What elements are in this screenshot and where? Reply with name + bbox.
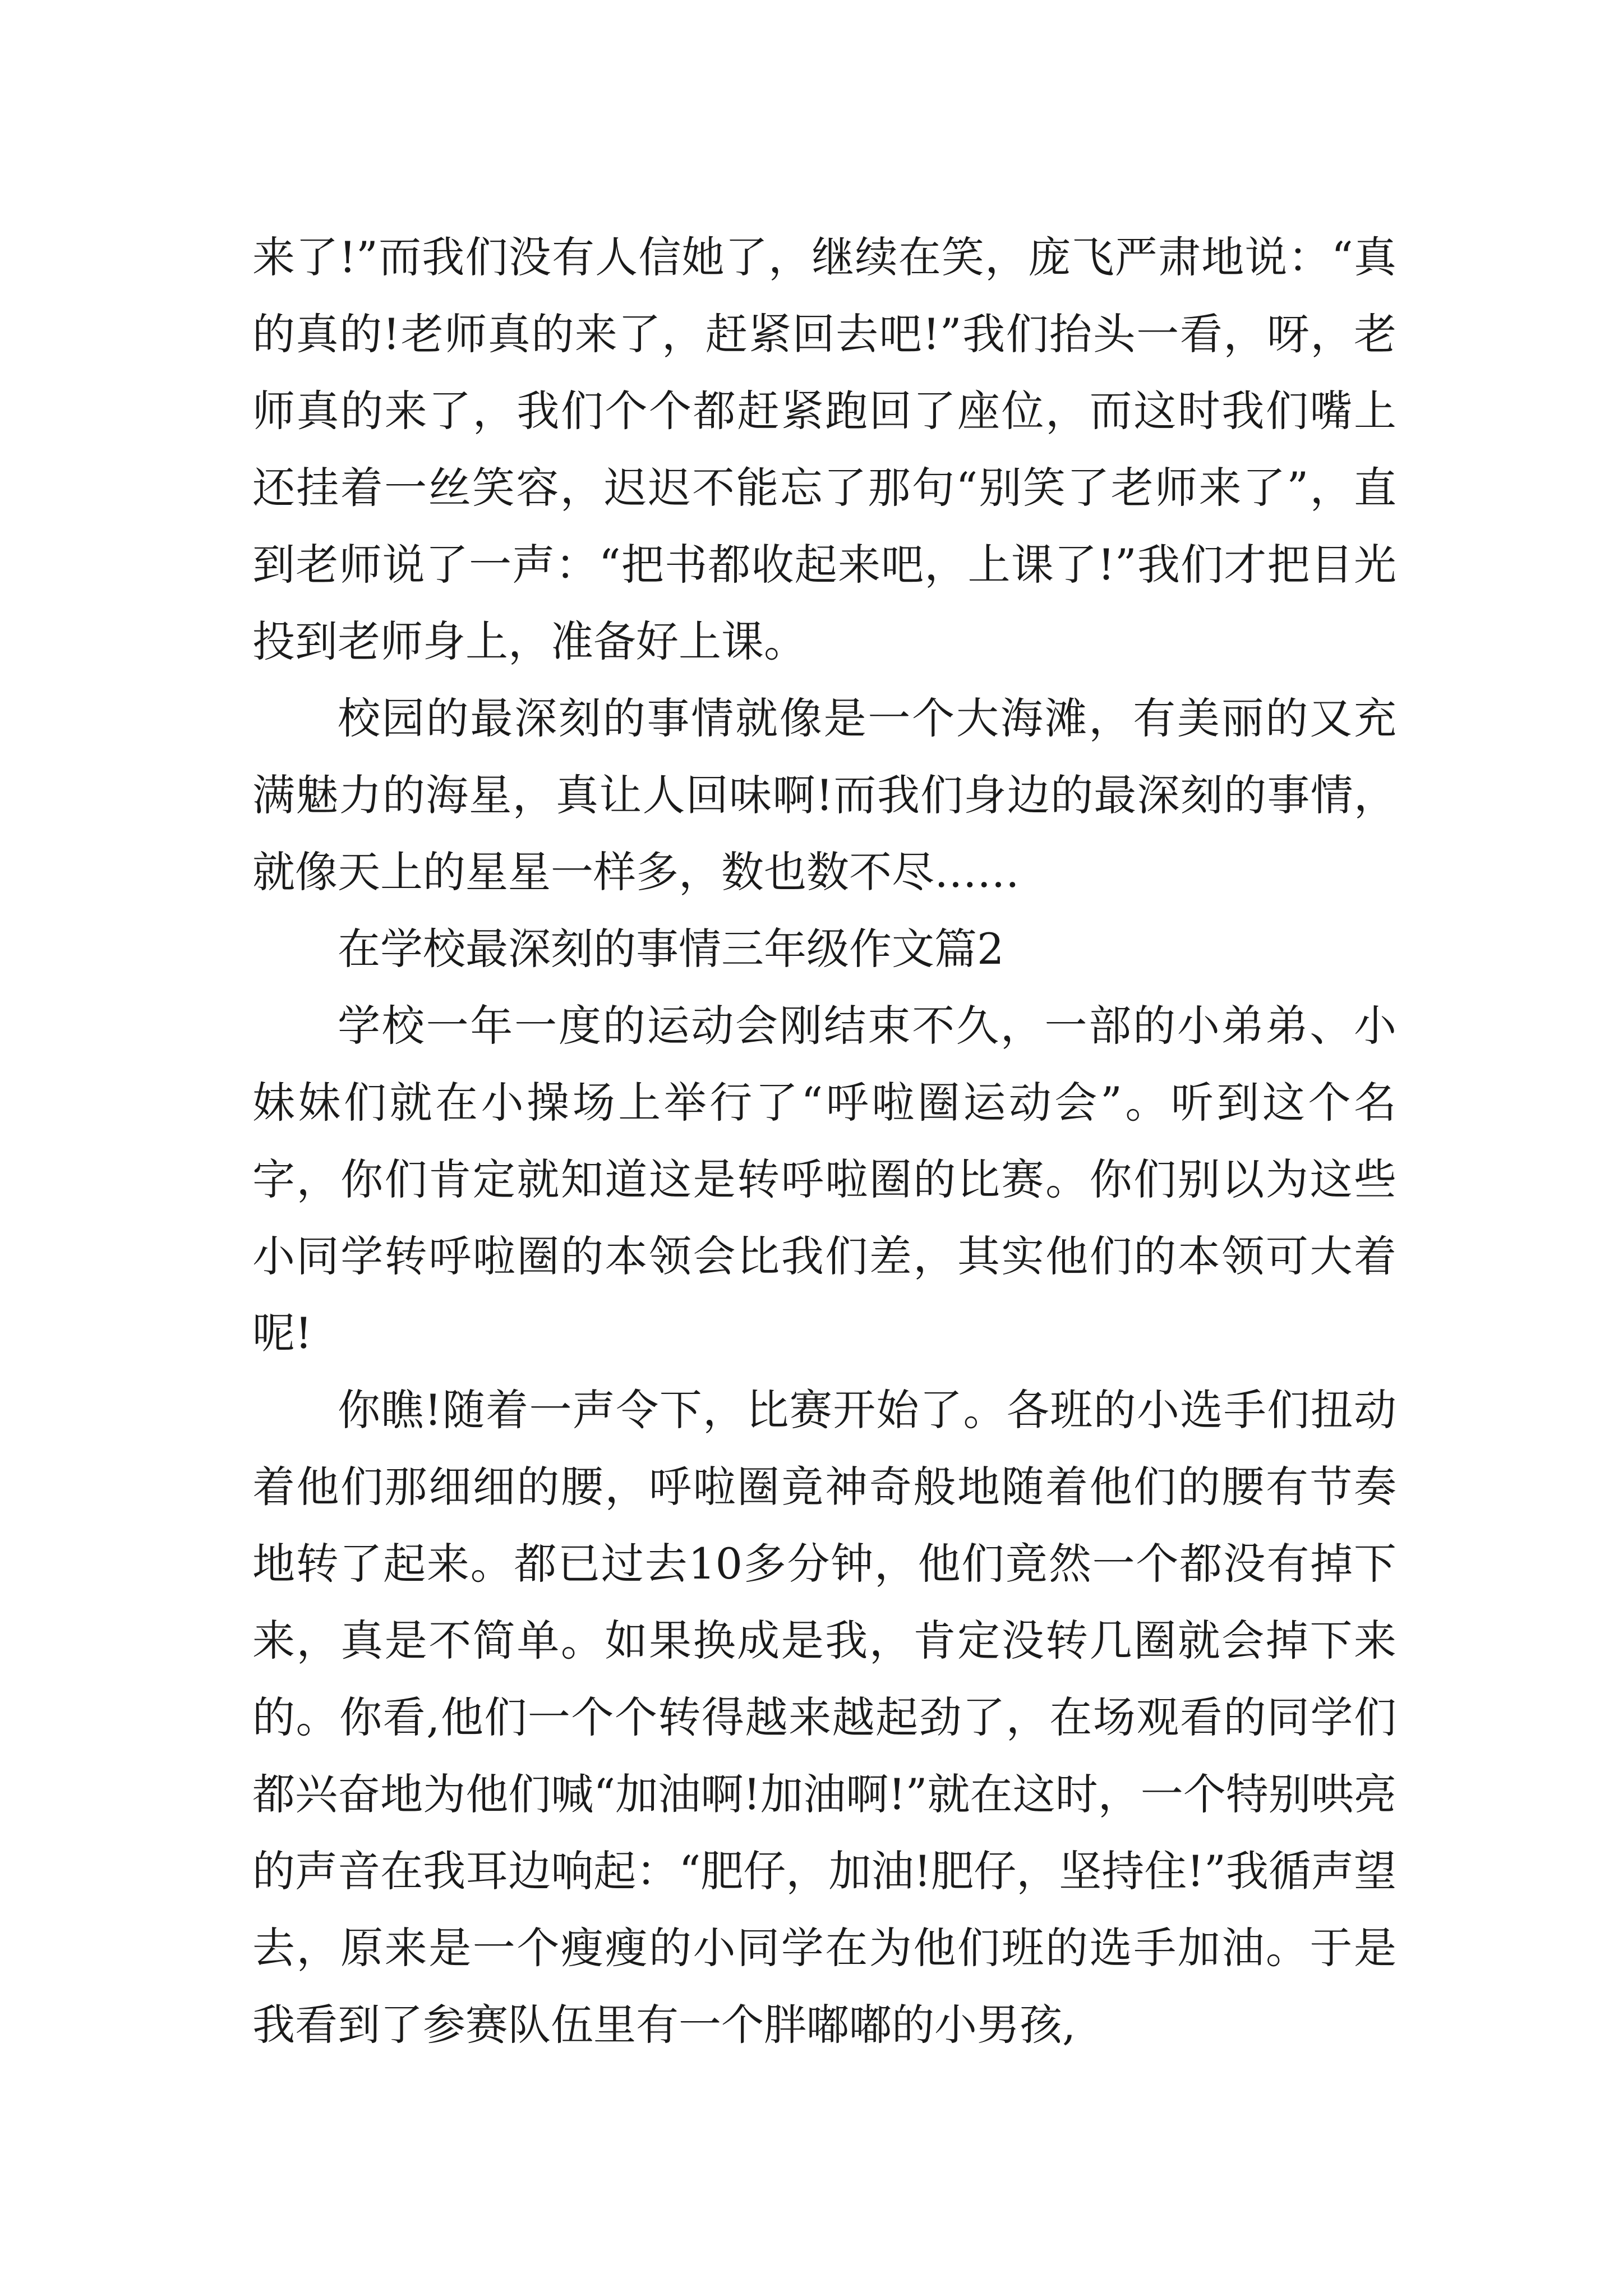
document-page [252, 219, 1396, 2063]
paragraph-conclusion: 校园的最深刻的事情就像是一个大海滩，有美丽的又充满魅力的海星，真让人回味啊!而我们身边的最深刻的事情，就像天上的星星一样多，数也数不尽…… [252, 693, 1396, 897]
essay-title: 在学校最深刻的事情三年级作文篇2 [338, 924, 1004, 974]
paragraph-intro: 学校一年一度的运动会刚结束不久，一部的小弟弟、小妹妹们就在小操场上举行了“呼啦圈运动会”。听到这个名字，你们肯定就知道这是转呼啦圈的比赛。你们别以为这些小同学转呼啦圈的本领会比我们差，其实他们的本领可大着呢! [252, 1001, 1396, 1358]
paragraph-competition: 你瞧!随着一声令下，比赛开始了。各班的小选手们扭动着他们那细细的腰，呼啦圈竟神奇般地随着他们的腰有节奏地转了起来。都已过去10多分钟，他们竟然一个都没有掉下来，真是不简单。如果换成是我，肯定没转几圈就会掉下来的。你看,他们一个个转得越来越起劲了，在场观看的同学们都兴奋地为他们喊“加油啊!加油啊!”就在这时，一个特别哄亮的声音在我耳边响起：“肥仔，加油!肥仔，坚持住!”我循声望去，原来是一个瘦瘦的小同学在为他们班的选手加油。于是我看到了参赛队伍里有一个胖嘟嘟的小男孩, [252, 1385, 1396, 2050]
paragraph-continuation: 来了!”而我们没有人信她了，继续在笑，庞飞严肃地说：“真的真的!老师真的来了，赶紧回去吧!”我们抬头一看，呀，老师真的来了，我们个个都赶紧跑回了座位，而这时我们嘴上还挂着一丝笑容，迟迟不能忘了那句“别笑了老师来了”，直到老师说了一声：“把书都收起来吧，上课了!”我们才把目光投到老师身上，准备好上课。 [252, 232, 1396, 666]
